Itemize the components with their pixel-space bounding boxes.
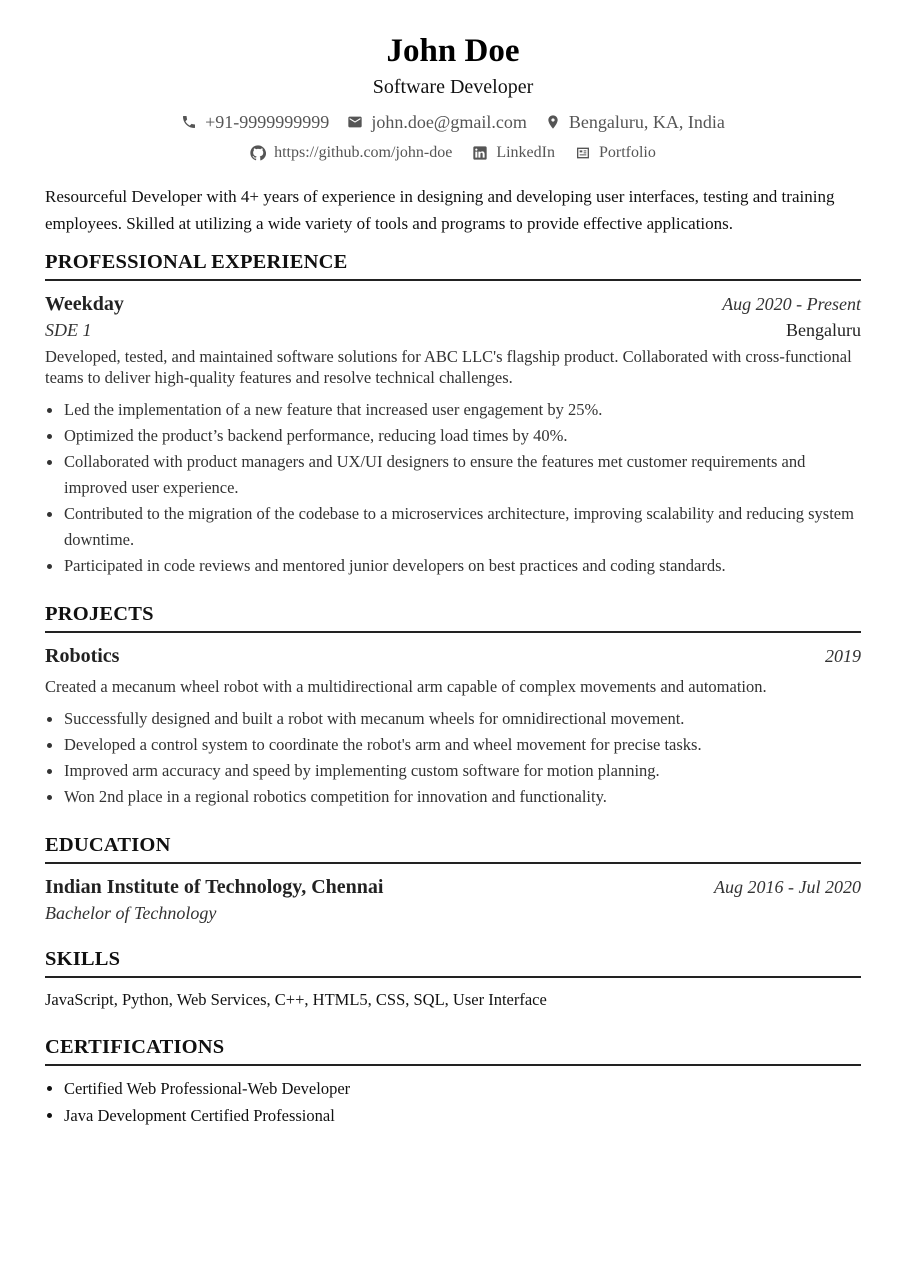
education-entry-header: [45, 876, 861, 899]
contact-row: [45, 110, 861, 134]
project-entry-header: [45, 645, 861, 668]
experience-heading: PROFESSIONAL EXPERIENCE: [45, 249, 861, 281]
github-icon: [250, 145, 266, 161]
location-contact: [545, 110, 725, 134]
linkedin-text: LinkedIn: [496, 144, 555, 161]
links-row: [45, 141, 861, 165]
github-text: https://github.com/john-doe: [274, 144, 453, 161]
resume: [45, 30, 861, 1129]
linkedin-icon: [472, 145, 488, 161]
portfolio-text: Portfolio: [598, 144, 656, 161]
skills-section: [45, 946, 861, 1012]
github-link[interactable]: [250, 141, 452, 165]
list-item: Developed a control system to coordinate the robot's arm and wheel movement for precise tasks.: [45, 732, 861, 758]
phone-text: +91-9999999999: [205, 112, 330, 132]
experience-section: [45, 249, 861, 579]
experience-bullets: [45, 397, 861, 579]
list-item: Participated in code reviews and mentored junior developers on best practices and coding standards.: [45, 553, 861, 579]
experience-entry-header: [45, 293, 861, 316]
candidate-title: Software Developer: [372, 76, 534, 98]
job-location: Bengaluru: [786, 320, 861, 340]
phone-icon: [181, 114, 197, 130]
list-item: Optimized the product’s backend performance, reducing load times by 40%.: [45, 423, 861, 449]
project-bullets: [45, 706, 861, 810]
education-dates: Aug 2016 - Jul 2020: [714, 877, 861, 897]
list-item: Contributed to the migration of the codebase to a microservices architecture, improving scalability and reducing system downtime.: [45, 501, 861, 553]
linkedin-link[interactable]: [472, 141, 555, 165]
certifications-section: [45, 1034, 861, 1129]
projects-heading: PROJECTS: [45, 601, 861, 633]
experience-dates: Aug 2020 - Present: [722, 294, 861, 314]
project-name: Robotics: [45, 645, 120, 667]
location-text: Bengaluru, KA, India: [568, 112, 725, 132]
email-contact[interactable]: [347, 110, 527, 134]
location-pin-icon: [545, 114, 561, 130]
company-name: Weekday: [45, 293, 124, 315]
list-item: Certified Web Professional-Web Developer: [45, 1075, 861, 1102]
certifications-heading: CERTIFICATIONS: [45, 1034, 861, 1066]
list-item: Java Development Certified Professional: [45, 1102, 861, 1129]
candidate-name: John Doe: [386, 33, 520, 69]
job-role: SDE 1: [45, 320, 92, 340]
email-text: john.doe@gmail.com: [371, 112, 527, 132]
list-item: Won 2nd place in a regional robotics competition for innovation and functionality.: [45, 784, 861, 810]
portfolio-icon: [575, 145, 591, 161]
list-item: Improved arm accuracy and speed by implementing custom software for motion planning.: [45, 758, 861, 784]
projects-section: [45, 601, 861, 810]
email-icon: [347, 114, 363, 130]
certifications-list: [45, 1075, 861, 1129]
education-heading: EDUCATION: [45, 832, 861, 864]
summary: Resourceful Developer with 4+ years of experience in designing and developing user interfaces, testing and training employees. Skilled at utilizing a wide variety of tools and programs to provide effective applications.: [45, 187, 835, 233]
phone-contact[interactable]: [181, 110, 329, 134]
skills-heading: SKILLS: [45, 946, 861, 978]
education-section: [45, 832, 861, 924]
degree-name: Bachelor of Technology: [45, 903, 217, 923]
school-name: Indian Institute of Technology, Chennai: [45, 876, 384, 898]
project-year: 2019: [825, 646, 861, 666]
experience-entry-sub: [45, 320, 861, 341]
education-entry-sub: [45, 903, 861, 924]
experience-description: Developed, tested, and maintained software solutions for ABC LLC's flagship product. Collaborated with cross-functional teams to deliver high-quality features and resolve technical challenges.: [45, 347, 852, 387]
list-item: Successfully designed and built a robot with mecanum wheels for omnidirectional movement.: [45, 706, 861, 732]
list-item: Collaborated with product managers and UX/UI designers to ensure the features met customer requirements and improved user experience.: [45, 449, 861, 501]
project-description: Created a mecanum wheel robot with a multidirectional arm capable of complex movements and automation.: [45, 677, 767, 696]
list-item: Led the implementation of a new feature that increased user engagement by 25%.: [45, 397, 861, 423]
skills-list: JavaScript, Python, Web Services, C++, HTML5, CSS, SQL, User Interface: [45, 990, 547, 1009]
portfolio-link[interactable]: [575, 141, 656, 165]
